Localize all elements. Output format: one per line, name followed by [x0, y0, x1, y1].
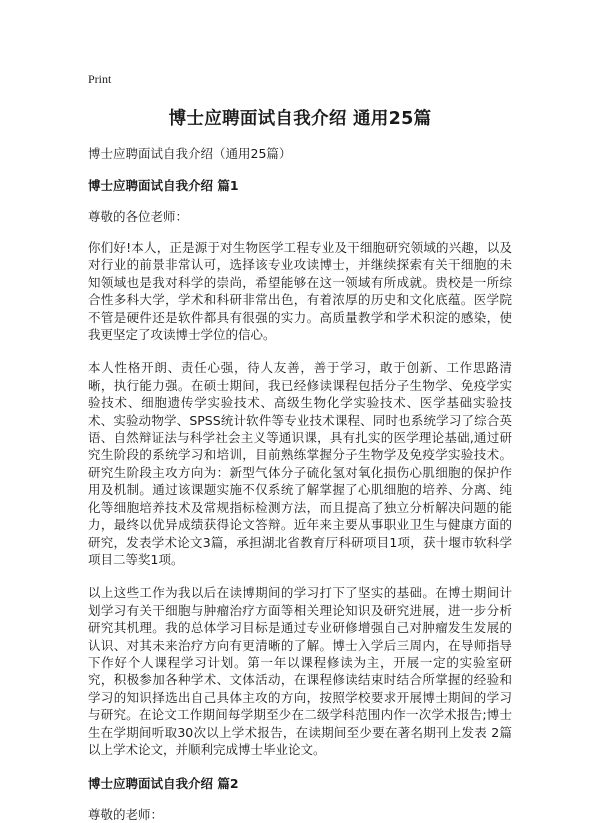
- salutation-1: 尊敬的各位老师：: [88, 209, 189, 224]
- print-link[interactable]: Print: [88, 72, 112, 86]
- body-paragraph-3: 以上这些工作为我以后在读博期间的学习打下了坚实的基础。在博士期间计划学习有关干细胞与肿瘤治疗方面等相关理论知识及研究进展，进一步分析研究其机理。我的总体学习目标是通过专业研修增强自己对肿瘤发生发展的认识、对其未来治疗方向有更清晰的了解。博士入学后三周内，在导师指导下作好个人课程学习计划。第一年以课程修读为主，开展一定的实验室研究，积极参加各种学术、文体活动，在课程修读结束时结合所掌握的经验和学习的知识择选出自己具体主攻的方向，按照学校要求开展博士期间的学习与研究。在论文工作期间每学期至少在二级学科范围内作一次学术报告;博士生在学期间听取30次以上学术报告，在读期间至少要在著名期刊上发表 2篇以上学术论文，并顺利完成博士毕业论文。: [88, 585, 512, 757]
- body-paragraph-1: 你们好!本人，正是源于对生物医学工程专业及干细胞研究领域的兴趣，以及对行业的前景非常认可，选择该专业攻读博士，并继续探索有关干细胞的未知领域也是我对科学的崇尚，希望能够在这一领域有所成就。贵校是一所综合性多科大学，学术和科研非常出色，有着浓厚的历史和文化底蕴。医学院不管是硬件还是软件都具有很强的实力。高质量教学和学术积淀的感染，使我更坚定了攻读博士学位的信心。: [88, 240, 512, 343]
- page-title: 博士应聘面试自我介绍 通用25篇: [168, 109, 432, 129]
- section-heading-2: 博士应聘面试自我介绍 篇2: [88, 776, 239, 792]
- document-subtitle: 博士应聘面试自我介绍（通用25篇）: [88, 146, 292, 161]
- body-paragraph-2: 本人性格开朗、责任心强，待人友善，善于学习，敢于创新、工作思路清晰，执行能力强。在硕士期间，我已经修读课程包括分子生物学、免疫学实验技术、细胞遗传学实验技术、高级生物化学实验技术、医学基础实验技术、实验动物学、SPSS统计软件等专业技术课程、同时也系统学习了综合英语、自然辩证法与科学社会主义等通识课，具有扎实的医学理论基础,通过研究生阶段的系统学习和培训，目前熟练掌握分子生物学及免疫学实验技术。研究生阶段主攻方向为：新型气体分子硫化氢对氧化损伤心肌细胞的保护作用及机制。通过该课题实施不仅系统了解掌握了心肌细胞的培养、分离、纯化等细胞培养技术及常规指标检测方法，而且提高了独立分析解决问题的能力，最终以优异成绩获得论文答辩。近年来主要从事职业卫生与健康方面的研究，发表学术论文3篇，承担湖北省教育厅科研项目1项，获十堰市软科学项目二等奖1项。: [88, 360, 512, 567]
- salutation-2: 尊敬的老师：: [88, 807, 164, 823]
- section-heading-1: 博士应聘面试自我介绍 篇1: [88, 178, 239, 193]
